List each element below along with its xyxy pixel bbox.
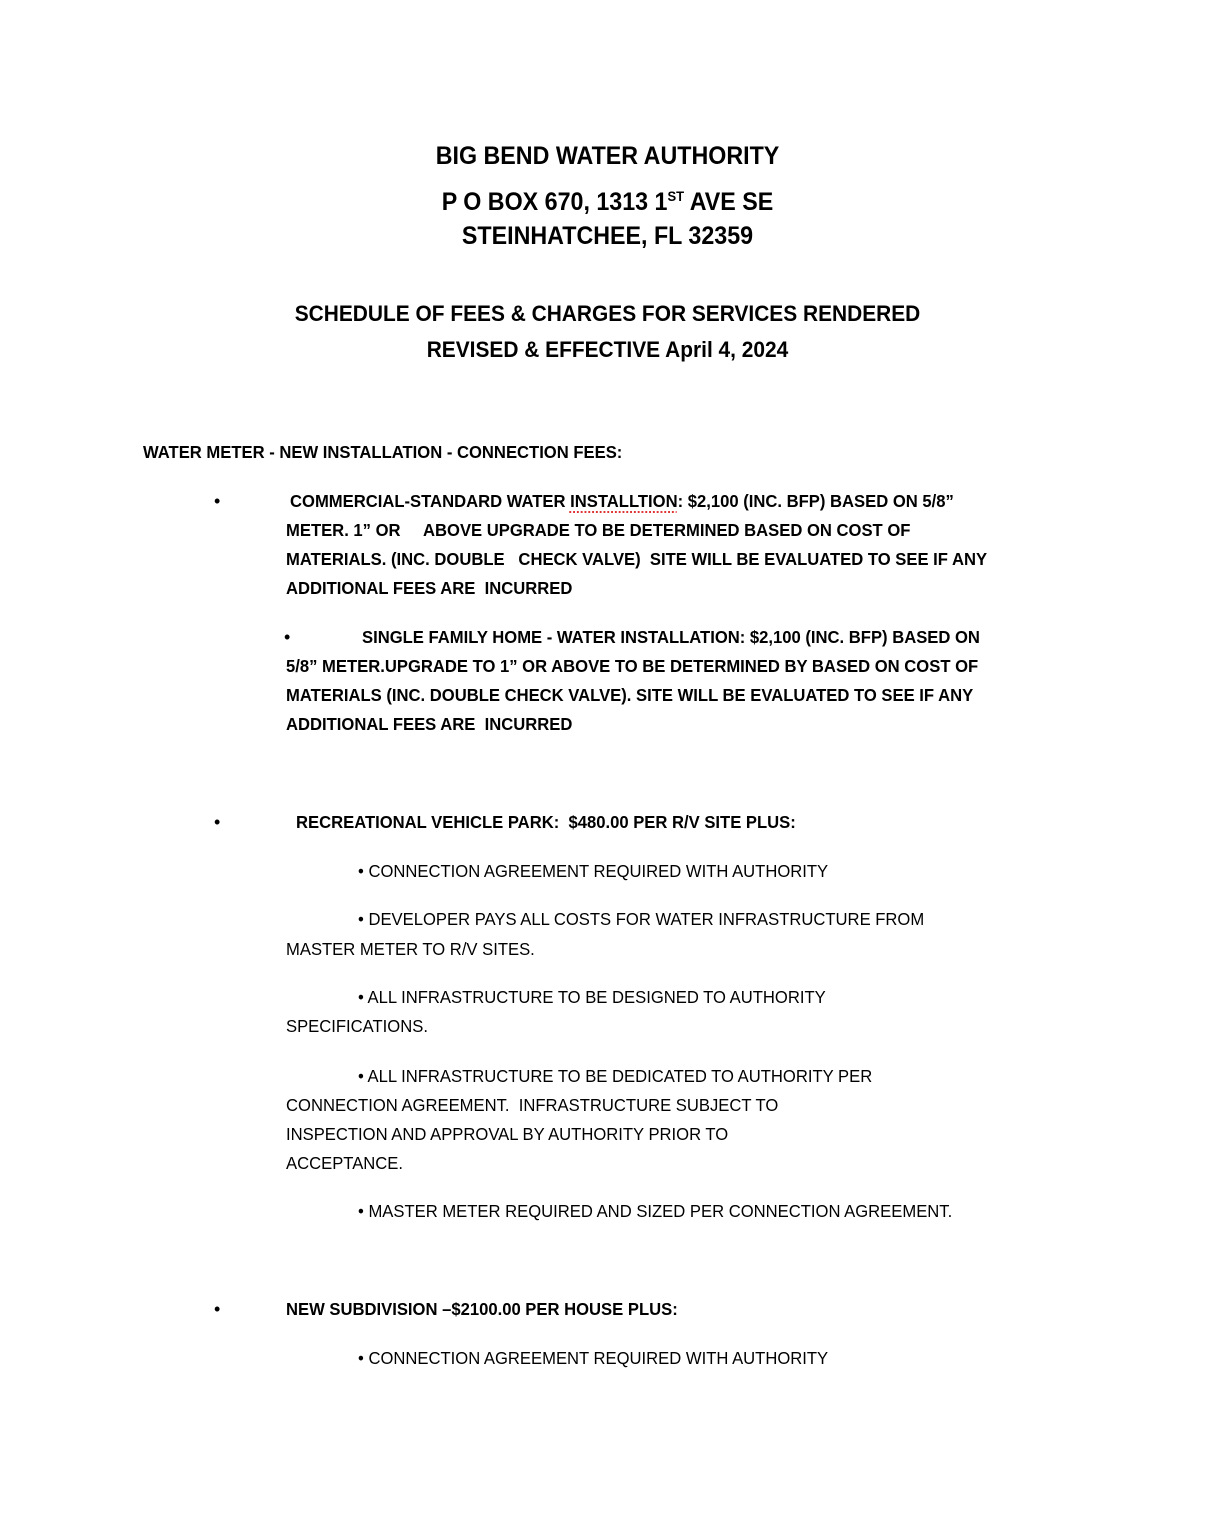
subdivision-heading: NEW SUBDIVISION –$2100.00 PER HOUSE PLUS: [286,1299,678,1319]
bullet-single-family: • [284,627,291,647]
rv-item-3-line-2: SPECIFICATIONS. [286,1016,428,1036]
bullet-rv-park: • [214,812,221,832]
address-pre: P O BOX 670, 1313 1 [441,188,668,216]
single-family-line-1: SINGLE FAMILY HOME - WATER INSTALLATION: $2,100 (INC. BFP) BASED ON [362,627,980,647]
rv-item-2-line-1: • DEVELOPER PAYS ALL COSTS FOR WATER INFRASTRUCTURE FROM [358,909,925,929]
rv-item-2-line-2: MASTER METER TO R/V SITES. [286,939,535,959]
rv-park-heading: RECREATIONAL VEHICLE PARK: $480.00 PER R/V SITE PLUS: [296,812,796,832]
address-post: AVE SE [684,188,774,216]
rv-item-4-line-2: CONNECTION AGREEMENT. INFRASTRUCTURE SUBJECT TO [286,1095,779,1115]
org-name: BIG BEND WATER AUTHORITY [435,142,780,170]
commercial-line-2: METER. 1” OR ABOVE UPGRADE TO BE DETERMINED BASED ON COST OF [286,520,911,540]
subdivision-item-1: • CONNECTION AGREEMENT REQUIRED WITH AUTHORITY [358,1348,829,1368]
commercial-line-1-post: : $2,100 (INC. BFP) BASED ON 5/8” [677,491,954,511]
commercial-line-1 [290,487,954,516]
single-family-line-2: 5/8” METER.UPGRADE TO 1” OR ABOVE TO BE DETERMINED BY BASED ON COST OF [286,656,979,676]
rv-item-1: • CONNECTION AGREEMENT REQUIRED WITH AUTHORITY [358,861,829,881]
schedule-title: SCHEDULE OF FEES & CHARGES FOR SERVICES RENDERED [294,301,921,326]
rv-item-4-line-1: • ALL INFRASTRUCTURE TO BE DEDICATED TO AUTHORITY PER [358,1066,873,1086]
commercial-line-3: MATERIALS. (INC. DOUBLE CHECK VALVE) SITE WILL BE EVALUATED TO SEE IF ANY [286,549,988,569]
effective-date: REVISED & EFFECTIVE April 4, 2024 [426,337,789,362]
commercial-line-1-pre: COMMERCIAL-STANDARD WATER [290,491,571,511]
misspelled-word: INSTALLTION [570,491,678,511]
bullet-commercial: • [214,491,221,511]
single-family-line-3: MATERIALS (INC. DOUBLE CHECK VALVE). SITE WILL BE EVALUATED TO SEE IF ANY [286,685,974,705]
single-family-line-4: ADDITIONAL FEES ARE INCURRED [286,714,573,734]
rv-item-3-line-1: • ALL INFRASTRUCTURE TO BE DESIGNED TO AUTHORITY [358,987,826,1007]
section-heading: WATER METER - NEW INSTALLATION - CONNECTION FEES: [143,442,623,462]
rv-item-4-line-4: ACCEPTANCE. [286,1153,404,1173]
commercial-line-4: ADDITIONAL FEES ARE INCURRED [286,578,573,598]
city-line: STEINHATCHEE, FL 32359 [461,222,754,250]
address-superscript: ST [667,188,685,204]
rv-item-5: • MASTER METER REQUIRED AND SIZED PER CONNECTION AGREEMENT. [358,1201,953,1221]
bullet-subdivision: • [214,1299,221,1319]
rv-item-4-line-3: INSPECTION AND APPROVAL BY AUTHORITY PRIOR TO [286,1124,729,1144]
